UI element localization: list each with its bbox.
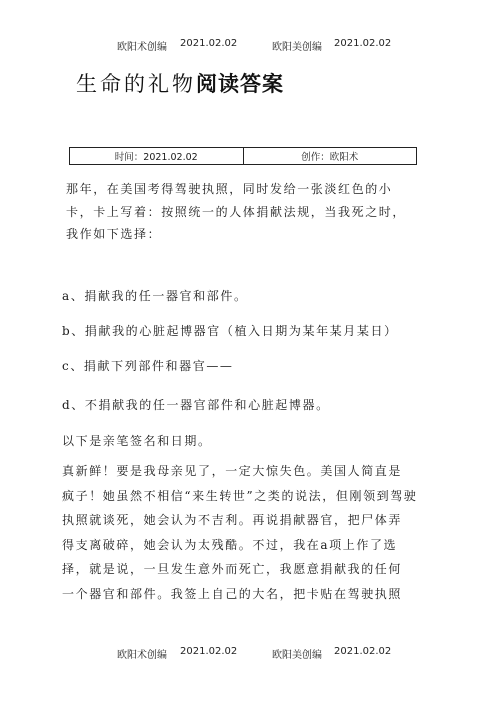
signature-line: 以下是亲笔签名和日期。 [62,434,212,448]
paragraph-line: 一个器官和部件。我签上自己的大名，把卡贴在驾驶执照 [62,586,403,601]
meta-table [69,147,417,165]
option-c: c、捐献下列部件和器官—— [62,359,234,373]
paragraph-line: 得支离破碎，她会认为太残酷。不过，我在a项上作了选 [62,537,398,552]
header-date-left: 2021.02.02 [180,38,238,49]
header-author-right: 欧阳美创编 [272,42,322,53]
paragraph-line: 择，就是说，一旦发生意外而死亡，我愿意捐献我的任何 [62,562,403,576]
header-date-right: 2021.02.02 [334,38,392,49]
paragraph-line: 那年，在美国考得驾驶执照，同时发给一张淡红色的小 [66,182,393,196]
paragraph-line: 真新鲜！要是我母亲见了，一定大惊失色。美国人简直是 [62,464,403,478]
paragraph-line: 卡，卡上写着：按照统一的人体捐献法规，当我死之时， [66,204,407,219]
footer-author-left: 欧阳术创编 [117,650,167,661]
title-plain-part: 生命的礼物 [76,72,196,96]
option-b: b、捐献我的心脏起博器官（植入日期为某年某月某日） [62,324,398,338]
paragraph-line: 我作如下选择： [66,227,162,241]
footer-author-right: 欧阳美创编 [272,650,322,661]
footer-date-right: 2021.02.02 [334,646,392,657]
document-title [76,68,284,98]
header-author-left: 欧阳术创编 [117,42,167,53]
paragraph-line: 执照就谈死，她会认为不吉利。再说捐献器官，把尸体弄 [62,513,403,527]
title-bold-part: 阅读答案 [196,72,284,96]
footer-date-left: 2021.02.02 [180,646,238,657]
meta-time-cell: 时间：2021.02.02 [114,152,198,163]
paragraph-line: 疯子！她虽然不相信“来生转世”之类的说法，但刚领到驾驶 [62,488,418,503]
paragraph-reaction [62,459,422,606]
option-d: d、不捐献我的任一器官部件和心脏起博器。 [62,398,330,412]
meta-author-cell: 创作：欧阳术 [243,148,417,164]
option-a: a、捐献我的任一器官和部件。 [62,289,248,303]
paragraph-intro [66,178,426,246]
